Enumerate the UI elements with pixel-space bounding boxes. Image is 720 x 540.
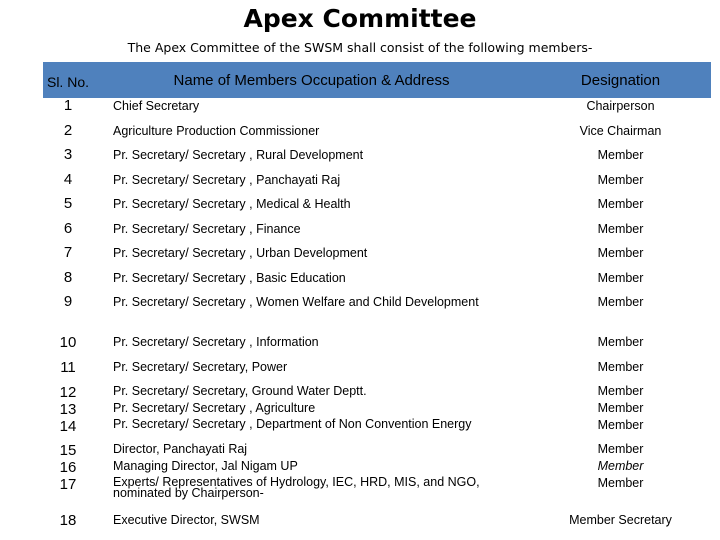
member-name [93,506,530,534]
row-number: 8 [63,268,73,286]
member-name-text: Pr. Secretary/ Secretary , Information [113,335,319,349]
row-number: 2 [63,121,73,139]
row-number: 10 [59,334,77,351]
table-row [43,98,711,123]
row-number: 3 [63,146,73,163]
row-number: 7 [63,244,73,261]
member-designation-group [530,380,711,506]
designation-text: Vice Chairman [579,123,662,138]
designation-text: Member [597,476,644,490]
member-name-text: Pr. Secretary/ Secretary , Basic Education [113,270,346,285]
row-number: 14 [59,418,77,435]
table-body [43,98,711,534]
members-table [43,62,711,534]
member-name [93,172,530,197]
member-designation [530,123,711,148]
designation-text: Member [597,172,644,187]
row-number: 17 [59,476,77,493]
member-name [93,355,530,380]
row-number: 9 [63,293,73,310]
member-name-text: Pr. Secretary/ Secretary , Department of Non Convention Energy [113,417,472,431]
member-name [93,147,530,172]
member-name-text: Pr. Secretary/ Secretary , Agriculture [113,401,316,415]
designation-text: Member Secretary [569,512,672,527]
designation-text: Member [597,459,644,473]
header-name: Name of Members Occupation & Address [173,71,450,89]
member-designation [530,98,711,123]
row-number: 13 [59,401,77,418]
member-name-text: Managing Director, Jal Nigam UP [113,459,298,473]
table-row [43,355,711,380]
member-name-text: Agriculture Production Commissioner [113,123,320,138]
member-name-text: Pr. Secretary/ Secretary , Medical & Health [113,197,351,211]
table-header [43,62,711,98]
header-designation: Designation [580,71,661,89]
member-name [93,270,530,295]
designation-text: Member [597,384,644,398]
table-row [43,123,711,148]
member-name-text: Executive Director, SWSM [113,512,260,527]
row-number: 12 [59,384,77,401]
designation-text: Member [597,197,644,211]
member-name-text: Experts/ Representatives of Hydrology, IEC, HRD, MIS, and NGO, nominated by Chairperson- [113,475,480,500]
member-name [93,221,530,246]
member-name-text: Pr. Secretary/ Secretary , Rural Development [113,148,364,162]
row-number: 5 [63,195,73,212]
member-name [93,196,530,221]
header-row [43,62,711,98]
member-name-text: Pr. Secretary/ Secretary , Women Welfare and Child Development [113,295,479,309]
table-row [43,147,711,172]
designation-text: Member [597,148,644,162]
member-designation [530,330,711,355]
member-name-text: Pr. Secretary/ Secretary , Panchayati Raj [113,172,341,187]
member-designation [530,294,711,330]
member-name-text: Pr. Secretary/ Secretary , Finance [113,221,301,236]
designation-text: Member [597,221,644,236]
table-row [43,294,711,330]
member-name-group [93,380,530,506]
row-number: 15 [59,442,77,459]
table-row [43,196,711,221]
header-sl-no: Sl. No. [46,73,89,90]
member-name [93,330,530,355]
member-designation [530,196,711,221]
page-subtitle: The Apex Committee of the SWSM shall consist of the following members- [127,40,593,55]
member-designation [530,270,711,295]
table-row [43,245,711,270]
table-row-group [43,380,711,506]
designation-text: Member [597,270,644,285]
member-name-text: Pr. Secretary/ Secretary, Power [113,360,288,374]
page-title: Apex Committee [243,4,477,33]
member-designation [530,172,711,197]
member-designation [530,147,711,172]
table-row [43,221,711,246]
designation-text: Member [597,418,644,432]
member-name-text: Pr. Secretary/ Secretary, Ground Water Deptt. [113,384,367,398]
member-name [93,245,530,270]
row-number: 1 [63,97,73,114]
designation-text: Member [597,442,644,456]
designation-text: Member [597,295,644,309]
table-row [43,270,711,295]
designation-text: Member [597,401,644,415]
row-number: 4 [63,170,73,188]
row-number: 16 [59,459,77,476]
member-designation [530,245,711,270]
row-number-group [43,380,93,506]
designation-text: Member [597,335,644,349]
row-number: 6 [63,219,73,237]
designation-text: Chairperson [586,99,655,113]
row-number: 11 [60,359,76,376]
table-row [43,506,711,534]
member-name [93,123,530,148]
designation-text: Member [597,360,644,374]
member-designation [530,355,711,380]
member-name-text: Pr. Secretary/ Secretary , Urban Development [113,246,368,260]
table-row [43,330,711,355]
table-row [43,172,711,197]
member-name [93,294,530,330]
member-name [93,98,530,123]
member-name-text: Chief Secretary [113,99,200,113]
member-designation [530,221,711,246]
row-number: 18 [59,511,77,529]
designation-text: Member [597,246,644,260]
member-designation [530,506,711,534]
member-name-text: Director, Panchayati Raj [113,442,248,456]
